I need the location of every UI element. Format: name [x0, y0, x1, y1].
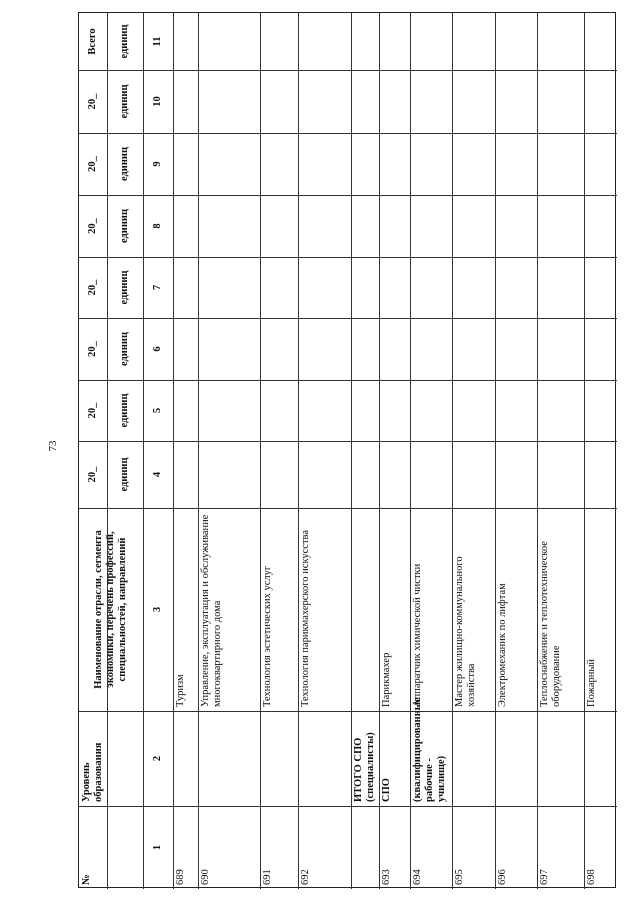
header-year-text: 20_ — [86, 279, 98, 296]
row-level — [410, 697, 452, 806]
header-unit-text: единиц — [118, 146, 130, 182]
row-level — [379, 711, 410, 806]
row-divider — [260, 13, 261, 889]
row-number-text: 690 — [200, 869, 211, 885]
header-unit — [107, 318, 143, 380]
row-name-text: Технология парикмахерского искусства — [300, 529, 311, 707]
row-divider — [173, 13, 174, 889]
header-unit-text: единиц — [118, 457, 130, 492]
index-cell — [143, 711, 173, 806]
row-number-text: 694 — [412, 869, 423, 885]
row-name-text: Аппаратчик химической чистки — [412, 563, 423, 707]
row-number-text: 691 — [262, 869, 273, 885]
row-name — [260, 508, 298, 711]
header-year — [79, 70, 107, 133]
header-year-text: 20_ — [86, 341, 98, 357]
header-year — [79, 441, 107, 508]
index-cell — [143, 806, 173, 889]
header-unit — [107, 380, 143, 441]
header-unit — [107, 195, 143, 257]
row-divider — [452, 13, 453, 889]
header-unit — [107, 133, 143, 195]
index-cell-text: 5 — [151, 407, 163, 414]
row-name — [452, 508, 495, 711]
row-number-text: 698 — [586, 869, 597, 885]
row-name — [298, 508, 351, 711]
header-year — [79, 133, 107, 195]
row-number — [410, 806, 452, 889]
index-cell-text: 6 — [151, 346, 163, 352]
index-cell — [143, 441, 173, 508]
header-year — [79, 257, 107, 318]
index-cell-text: 2 — [151, 755, 163, 762]
header-level-text: Уровень образования — [81, 742, 105, 802]
row-name-text: Теплоснабжение и теплотехническое оборудование — [539, 541, 563, 707]
header-unit-text: единиц — [118, 208, 130, 244]
index-cell-text: 11 — [151, 36, 163, 47]
header-unit-text: единиц — [118, 270, 130, 305]
row-divider — [298, 13, 299, 889]
header-year-text: 20_ — [86, 218, 98, 234]
row-name-text: Электромеханик по лифтам — [497, 583, 508, 707]
row-name-text: Парикмахер — [381, 652, 392, 707]
header-year — [79, 318, 107, 380]
page-number: 73 — [47, 440, 59, 452]
row-number-text: 689 — [175, 869, 186, 885]
index-cell-text: 8 — [151, 223, 163, 229]
header-unit — [107, 441, 143, 508]
row-name — [537, 508, 584, 711]
row-level-text: ИТОГО СПО (специалисты) — [353, 732, 377, 802]
row-number — [537, 806, 584, 889]
header-year — [79, 380, 107, 441]
index-cell — [143, 380, 173, 441]
header-num — [79, 806, 143, 889]
row-number-text: 692 — [300, 869, 311, 885]
header-total — [79, 13, 107, 70]
header-year-text: 20_ — [86, 156, 98, 172]
index-cell-text: 10 — [151, 96, 163, 107]
header-num-text: № — [81, 874, 92, 885]
index-cell-text: 3 — [151, 606, 163, 613]
index-cell — [143, 508, 173, 711]
row-number — [198, 806, 260, 889]
row-number — [379, 806, 410, 889]
data-table — [78, 12, 616, 888]
header-unit-text: единиц — [118, 24, 130, 59]
index-cell-text: 9 — [151, 161, 163, 167]
row-divider — [584, 13, 585, 889]
row-level — [351, 711, 379, 806]
header-name-text: Наименование отрасли, сегмента экономики, перечень профессий, специальностей, направлений — [92, 530, 129, 689]
header-total-text: Всего — [86, 28, 98, 55]
index-cell — [143, 133, 173, 195]
row-number — [173, 806, 198, 889]
header-unit-text: единиц — [118, 393, 130, 428]
row-number — [584, 806, 617, 889]
index-cell — [143, 70, 173, 133]
index-cell — [143, 257, 173, 318]
row-number-text: 697 — [539, 869, 550, 885]
row-name — [584, 508, 617, 711]
row-number — [495, 806, 537, 889]
row-number-text: 696 — [497, 869, 508, 885]
header-year-text: 20_ — [86, 402, 98, 419]
row-name-text: Туризм — [175, 674, 186, 707]
index-cell — [143, 13, 173, 70]
row-name-text: Мастер жилищно-коммунального хозяйства — [454, 556, 478, 707]
header-unit — [107, 70, 143, 133]
index-cell — [143, 195, 173, 257]
row-divider — [495, 13, 496, 889]
header-unit-text: единиц — [118, 84, 130, 119]
header-level — [79, 711, 143, 806]
row-number — [298, 806, 351, 889]
row-name — [379, 508, 410, 711]
row-number — [452, 806, 495, 889]
index-cell — [143, 318, 173, 380]
header-year — [79, 195, 107, 257]
row-name — [198, 508, 260, 711]
header-year-text: 20_ — [86, 93, 98, 110]
row-name — [495, 508, 537, 711]
row-level-text: (квалифицированные рабочие - училище) — [412, 697, 448, 802]
header-name — [79, 508, 143, 711]
row-name — [173, 508, 198, 711]
header-unit — [107, 13, 143, 70]
index-cell-text: 7 — [151, 284, 163, 291]
header-year-text: 20_ — [86, 466, 98, 483]
row-number-text: 693 — [381, 869, 392, 885]
index-cell-text: 4 — [151, 471, 163, 478]
row-name — [410, 508, 452, 711]
row-name-text: Технология эстетических услуг — [262, 565, 273, 707]
row-level-text: СПО — [381, 778, 392, 802]
header-unit — [107, 257, 143, 318]
row-divider — [198, 13, 199, 889]
header-unit-text: единиц — [118, 331, 130, 367]
index-cell-text: 1 — [151, 844, 163, 851]
row-number — [260, 806, 298, 889]
row-divider — [537, 13, 538, 889]
row-name-text: Пожарный — [586, 658, 597, 707]
row-name-text: Управление, эксплуатация и обслуживание многоквартирного дома — [200, 514, 224, 707]
row-number-text: 695 — [454, 869, 465, 885]
